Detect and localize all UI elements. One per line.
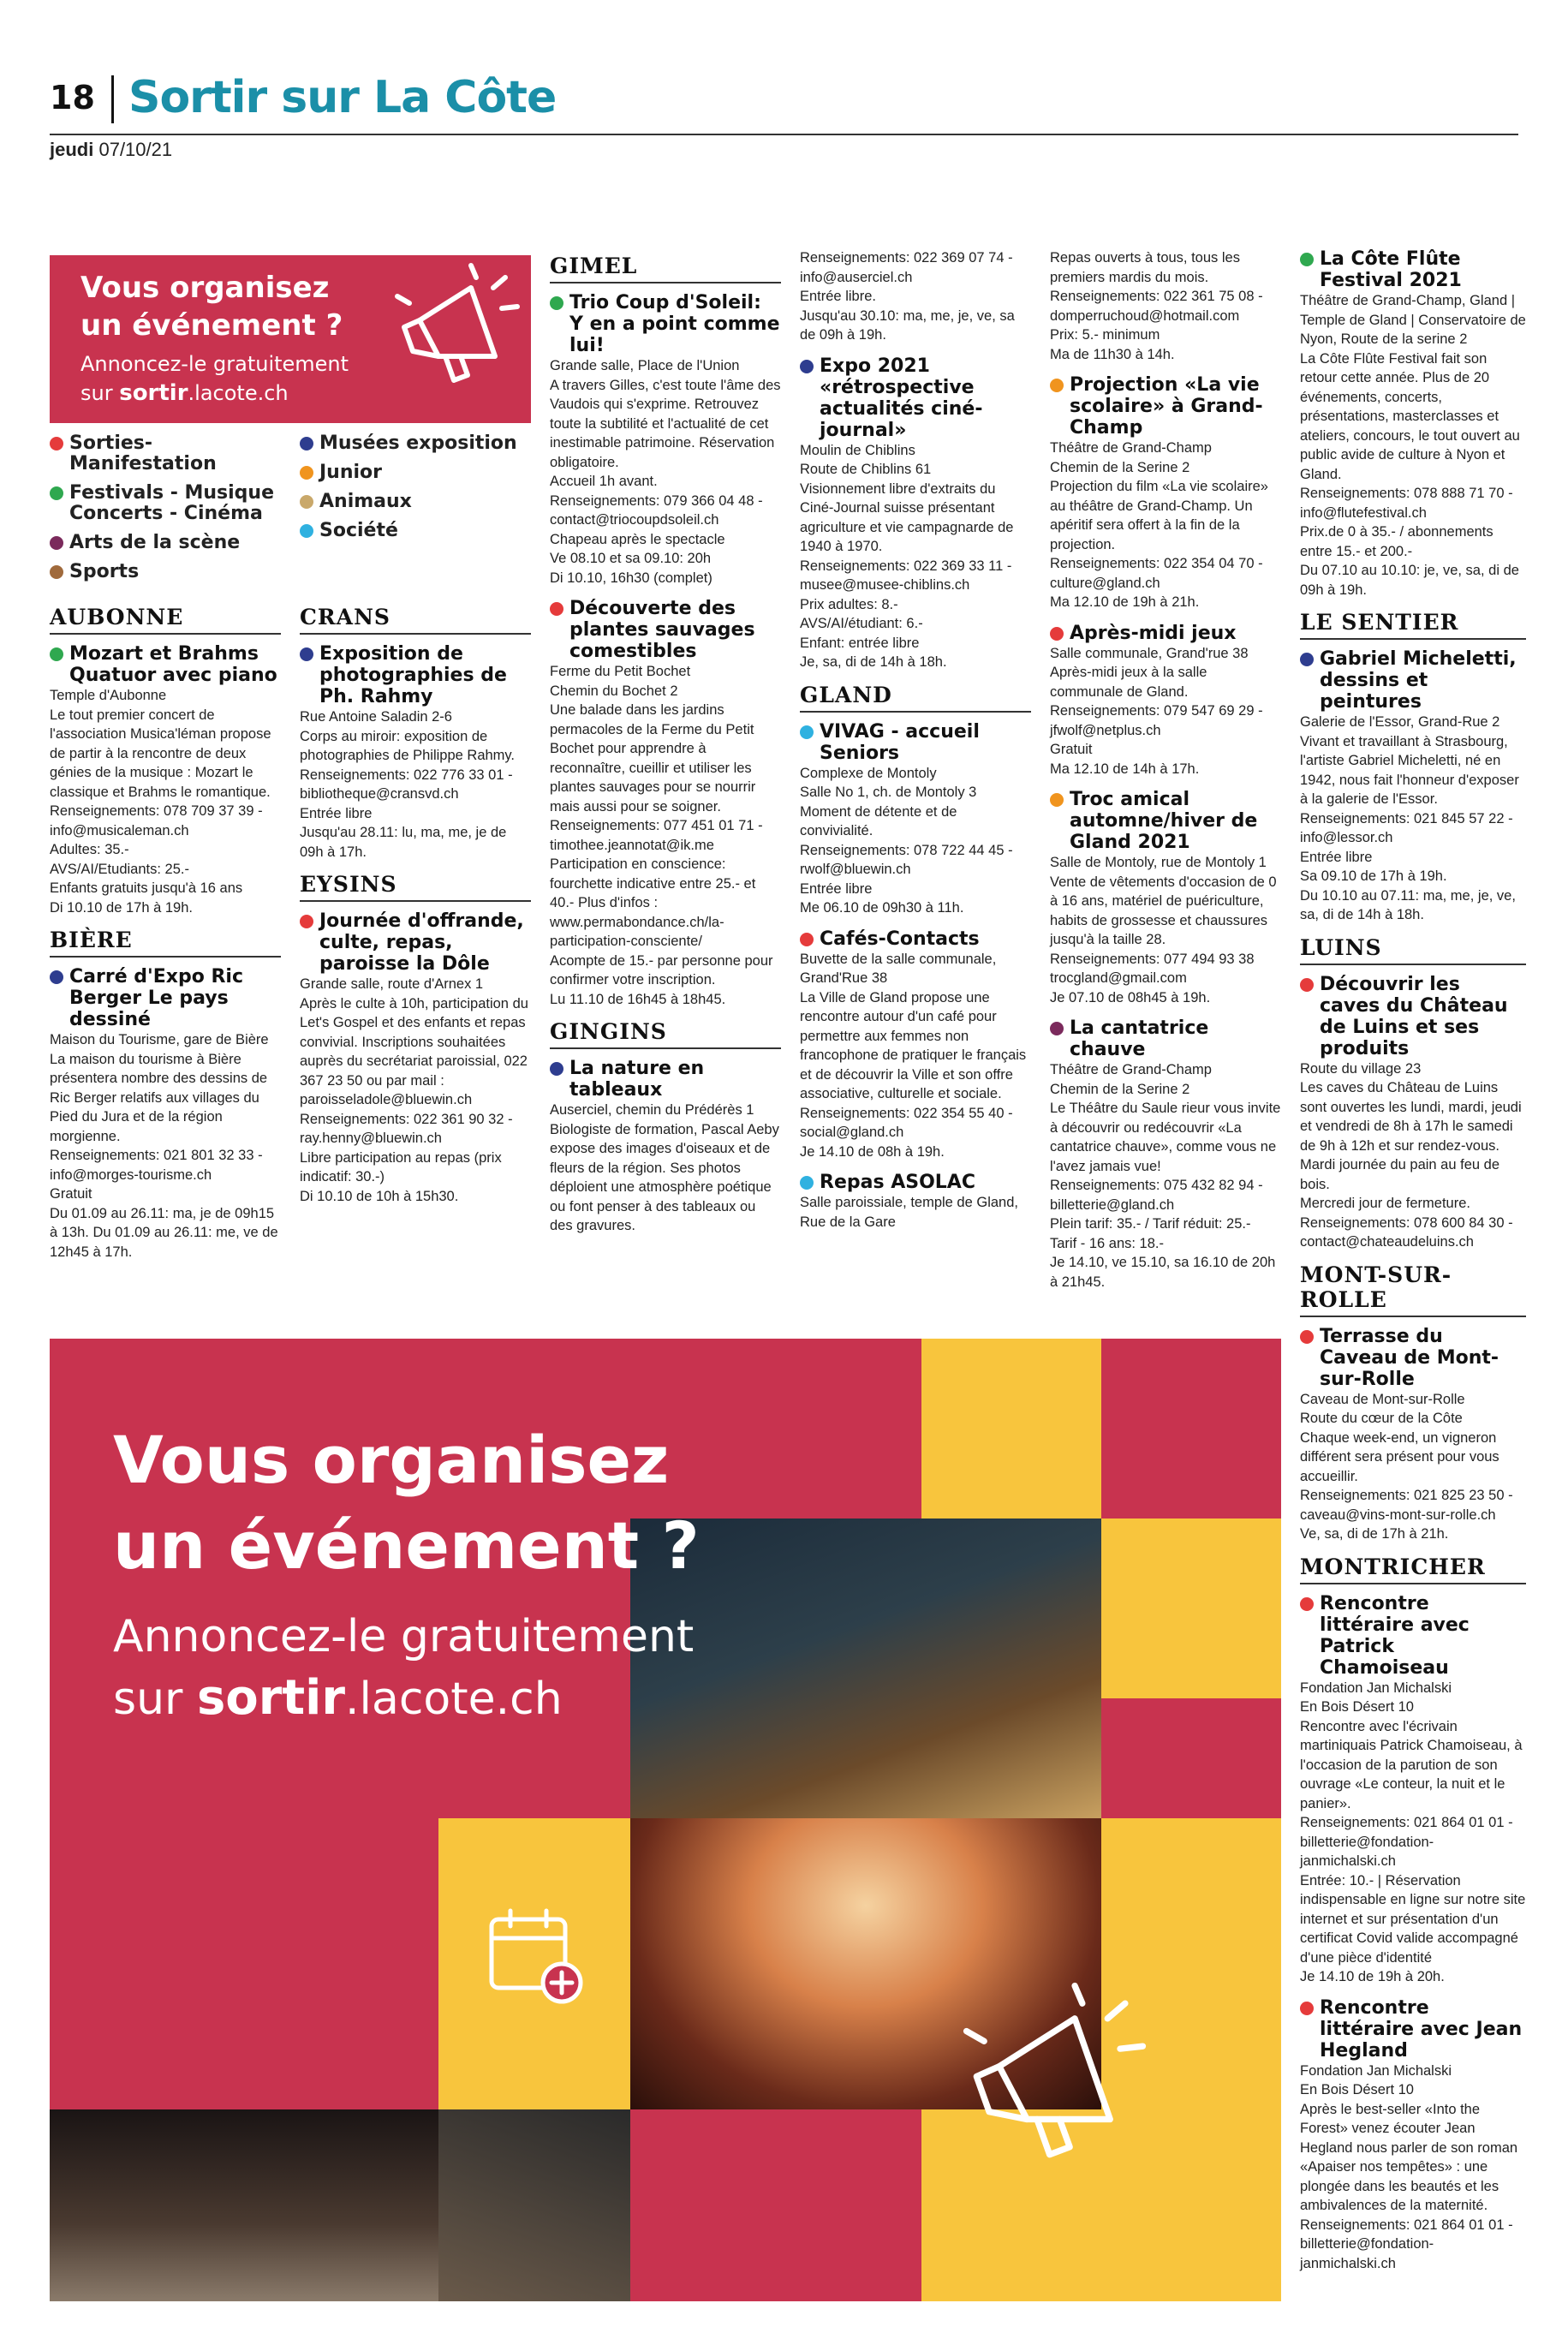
promo-small-subtitle [80,349,349,408]
header-divider [111,75,114,123]
category-dot [1050,627,1064,641]
event-listing [1050,374,1281,612]
event-title-text: Repas ASOLAC [820,1172,975,1193]
event-title-text: La nature en tableaux [569,1058,705,1101]
page-number: 18 [50,79,95,116]
event-body: Temple d'Aubonne Le tout premier concert de l'association Musica'léman propose de partir à la rencontre de deux génies de la musique : Mozart le classique et Brahms le romantique. Renseignements: 078 709 37 39 - info@musicaleman.ch Adultes: 35.- AVS/AI/Etudiants: 25.- Enfants gratuits jusqu'à 16 ans Di 10.10 de 17h à 19h. [50,688,271,916]
category-dot [800,933,814,946]
category-dot [300,647,313,661]
issue-date [50,139,172,161]
event-title [550,598,781,662]
category-dot [1300,978,1314,992]
section-heading: BIÈRE [50,928,281,958]
event-body: Maison du Tourisme, gare de Bière La maison du tourisme à Bière présentera nombre des dessins de Ric Berger relatifs aux villages du Pied du Jura et de la région morgienne. Renseignements: 021 801 32 33 - info@morges-tourisme.ch Gratuit Du 01.09 au 26.11: ma, je de 09h15 à 13h. Du 01.09 au 26.11: me, ve de 12h45 à 17h. [50,1032,278,1260]
legend-item [50,533,289,553]
event-listing [1300,1997,1526,2274]
promo-large-sub-line2 [113,1668,694,1730]
event-body: Grande salle, Place de l'Union A travers Gilles, c'est toute l'âme des Vaudois qui s'exprime. Retrouvez toute la subtilité et l'actualité de cet inestimable patrimoine. Réservation obligatoire. Accueil 1h avant. Renseignements: 079 366 04 48 - contact@triocoupdsoleil.ch Chapeau après le spectacle Ve 08.10 et sa 09.10: 20h Di 10.10, 16h30 (complet) [550,358,781,586]
event-title [550,292,781,356]
legend-item [50,562,289,582]
legend-item [50,433,289,474]
column-4 [800,248,1031,1242]
legend-dot [300,495,313,509]
section-heading: GIMEL [550,254,781,283]
event-title-text: La cantatrice chauve [1070,1017,1209,1060]
event-listing [50,643,281,917]
event-listing [50,966,281,1262]
event-title-text: Expo 2021 «rétrospective actualités ciné-journal» [820,355,983,441]
category-dot [50,647,63,661]
promo-banner-large[interactable] [50,1339,1281,2301]
event-title-text: Gabriel Micheletti, dessins et peintures [1320,648,1517,713]
event-title-text: Découverte des plantes sauvages comestibles [569,598,755,662]
column-3 [550,245,781,1246]
calendar-plus-icon [483,1904,586,2007]
column-5 [1050,248,1281,1302]
event-body: Renseignements: 022 369 07 74 - info@auserciel.ch Entrée libre. Jusqu'au 30.10: ma, me, je, ve, sa de 09h à 19h. [800,250,1015,343]
section-heading: MONTRICHER [1300,1554,1526,1584]
legend-dot [300,437,313,450]
event-body: Buvette de la salle communale, Grand'Rue 38 La Ville de Gland propose une rencontre autour d'un café pour permettre aux femmes non francophone de pratiquer le français et de découvrir la Ville et son offre associative, culturelle et sociale. Renseignements: 022 354 55 40 - social@gland.ch Je 14.10 de 08h à 19h. [800,951,1027,1160]
photo-orchestra-2 [438,2109,630,2301]
promo-small-brand: sortir [119,380,188,406]
event-listing [800,721,1031,918]
event-title [800,928,1031,950]
event-title [1300,648,1526,713]
category-dot [1050,793,1064,807]
event-title [1300,1997,1526,2061]
section-heading: LUINS [1300,935,1526,965]
category-dot [800,725,814,739]
category-dot [1300,653,1314,666]
event-listing [800,1172,1031,1232]
event-title [1300,248,1526,291]
section-heading: GLAND [800,683,1031,713]
event-listing [1300,248,1526,600]
legend-column-2 [300,433,540,550]
event-title [550,1058,781,1101]
issue-date-value: 07/10/21 [98,139,173,160]
event-title-text: Terrasse du Caveau de Mont-sur-Rolle [1320,1325,1499,1390]
legend-dot [300,524,313,538]
section-heading: EYSINS [300,872,531,902]
photo-orchestra [50,2109,438,2301]
category-dot [1300,1330,1314,1344]
section-heading: GINGINS [550,1019,781,1049]
legend-dot [50,486,63,500]
event-listing [550,292,781,588]
event-body: Théâtre de Grand-Champ, Gland | Temple de Gland | Conservatoire de Nyon, Route de la serine 2 La Côte Flûte Festival fait son retour cette année. Plus de 20 événements, concerts, présentations, masterclasses et ateliers, concours, le tout ouvert au public avide de culture à Nyon et Gland. Renseignements: 078 888 71 70 - info@flutefestival.ch Prix.de 0 à 35.- / abonnements entre 15.- et 200.- Du 07.10 au 10.10: je, ve, sa, di de 09h à 19h. [1300,293,1526,598]
legend-label: Musées exposition [319,433,517,454]
event-title-text: Journée d'offrande, culte, repas, paroisse la Dôle [319,910,524,975]
event-title-text: Carré d'Expo Ric Berger Le pays dessiné [69,966,244,1030]
event-title [800,355,1031,441]
event-listing [1300,1593,1526,1987]
event-title [800,1172,1031,1193]
legend-dot [50,565,63,579]
event-title [50,966,281,1030]
event-title-text: Mozart et Brahms Quatuor avec piano [69,643,277,686]
event-body: Salle paroissiale, temple de Gland, Rue de la Gare [800,1195,1018,1230]
category-dot [550,1062,563,1076]
event-listing [1300,974,1526,1252]
event-listing [1300,1326,1526,1544]
event-body: Salle de Montoly, rue de Montoly 1 Vente de vêtements d'occasion de 0 à 16 ans, matériel de puériculture, habits de grossesse et chaussures jusqu'à la taille 28. Renseignements: 077 494 93 38 trocgland@gmail.com Je 07.10 de 08h45 à 19h. [1050,855,1277,1005]
legend-dot [300,466,313,480]
promo-banner-small[interactable] [50,255,531,423]
promo-small-sub-line1: Annoncez-le gratuitement [80,352,349,376]
column-2 [300,596,531,1216]
section-heading: MONT-SUR-ROLLE [1300,1262,1526,1317]
event-body: Fondation Jan Michalski En Bois Désert 10 Rencontre avec l'écrivain martiniquais Patrick Chamoiseau, à l'occasion de la parution de son ouvrage «Le conteur, la nuit et le panier». Renseignements: 021 864 01 01 - billetterie@fondation-janmichalski.ch Entrée: 10.- | Réservation indispensable en ligne sur notre site internet et sur présentation d'un certificat Covid valide accompagné d'une pièce d'identité Je 14.10 de 19h à 20h. [1300,1680,1526,1984]
event-body: Théâtre de Grand-Champ Chemin de la Serine 2 Projection du film «La vie scolaire» au théâtre de Grand-Champ. Un apéritif sera offert à la fin de la projection. Renseignements: 022 354 04 70 - culture@gland.ch Ma 12.10 de 19h à 21h. [1050,440,1268,610]
event-body: Route du village 23 Les caves du Château de Luins sont ouvertes les lundi, mardi, jeudi et vendredi de 8h à 17h le samedi de 9h à 12h et sur rendez-vous. Mardi journée du pain au feu de bois. Mercredi jour de fermeture. Renseignements: 078 600 84 30 - contact@chateaudeluins.ch [1300,1060,1522,1250]
page-header [50,69,1518,135]
category-dot [1300,1597,1314,1611]
event-title-text: Rencontre littéraire avec Jean Hegland [1320,1996,1523,2061]
megaphone-icon [385,262,531,391]
event-body: Grande salle, route d'Arnex 1 Après le culte à 10h, participation du Let's Gospel et des enfants et repas convivial. Inscriptions souhaitées auprès du secrétariat paroissial, 022 367 23 50 ou par mail : paroisseladole@bluewin.ch Renseignements: 022 361 90 32 - ray.henny@bluewin.ch Libre participation au repas (prix indicatif: 30.-) Di 10.10 de 10h à 15h30. [300,976,528,1204]
event-listing [300,910,531,1206]
legend-label: Animaux [319,491,412,512]
event-title [1050,789,1281,853]
event-listing [550,1058,781,1236]
legend-label: Société [319,520,398,541]
event-title-text: VIVAG - accueil Seniors [820,720,980,764]
event-body: Rue Antoine Saladin 2-6 Corps au miroir: exposition de photographies de Philippe Rahmy. Renseignements: 022 776 33 01 - bibliotheque@cransvd.ch Entrée libre Jusqu'au 28.11: lu, ma, me, je de 09h à 17h. [300,709,516,860]
category-dot [800,1176,814,1190]
category-dot [1300,2002,1314,2015]
legend-label: Sports [69,561,140,582]
legend-label: Sorties-Manifestation [69,433,217,474]
legend-item [300,433,540,454]
promo-small-sub-line2 [80,379,349,408]
event-listing [800,928,1031,1162]
legend-column-1 [50,433,289,591]
category-dot [1300,253,1314,266]
event-body: Moulin de Chiblins Route de Chiblins 61 Visionnement libre d'extraits du Ciné-Journal suisse présentant agriculture et vie campagnarde de 1940 à 1970. Renseignements: 022 369 33 11 - musee@musee-chiblins.ch Prix adultes: 8.- AVS/AI/étudiant: 6.- Enfant: entrée libre Je, sa, di de 14h à 18h. [800,442,1014,670]
category-dot [1050,379,1064,392]
yellow-block [921,1339,1101,1519]
category-dot [300,915,313,928]
legend-item [300,462,540,483]
event-listing [300,643,531,862]
section-heading: LE SENTIER [1300,610,1526,640]
event-title [1300,1326,1526,1390]
column-6 [1300,248,1526,2283]
category-dot [550,296,563,310]
event-body: Repas ouverts à tous, tous les premiers mardis du mois. Renseignements: 022 361 75 08 - domperruchoud@hotmail.com Prix: 5.- minimum Ma de 11h30 à 14h. [1050,250,1263,362]
event-listing [1050,623,1281,779]
event-title-text: Exposition de photographies de Ph. Rahmy [319,643,507,707]
event-title [50,643,281,686]
event-body: Galerie de l'Essor, Grand-Rue 2 Vivant et travaillant à Strasbourg, l'artiste Gabriel Micheletti, né en 1942, nous fait l'honneur d'exposer à la galerie de l'Essor. Renseignements: 021 845 57 22 - info@lessor.ch Entrée libre Sa 09.10 de 17h à 19h. Du 10.10 au 07.11: ma, me, je, ve, sa, di de 14h à 18h. [1300,714,1519,922]
event-title [1050,623,1281,644]
promo-large-subtitle [113,1606,694,1730]
category-dot [1050,1022,1064,1035]
event-listing [800,355,1031,672]
category-dot [550,602,563,616]
event-body: Fondation Jan Michalski En Bois Désert 10 Après le best-seller «Into the Forest» venez écouter Jean Hegland nous parler de son roman «Apaiser nos tempêtes» : une plongée dans les beautés et les ambivalences de la maternité. Renseignements: 021 864 01 01 - billetterie@fondation-janmichalski.ch [1300,2062,1518,2271]
section-heading: CRANS [300,605,531,635]
promo-small-domain: .lacote.ch [188,381,289,405]
page-title: Sortir sur La Côte [128,72,557,123]
promo-large-sub-prefix: sur [113,1674,197,1725]
legend-item [300,521,540,541]
event-body: Caveau de Mont-sur-Rolle Route du cœur de la Côte Chaque week-end, un vigneron différent sera présent pour vous accueillir. Renseignements: 021 825 23 50 - caveau@vins-mont-sur-rolle.ch Ve, sa, di de 17h à 21h. [1300,1391,1513,1542]
promo-large-domain: .lacote.ch [344,1674,563,1725]
event-listing [1300,648,1526,925]
event-title [1300,1593,1526,1679]
event-title-text: Troc amical automne/hiver de Gland 2021 [1070,789,1258,853]
promo-large-title [113,1417,700,1589]
yellow-block [1101,1519,1281,1698]
category-dot [50,970,63,984]
event-listing [1050,1017,1281,1292]
event-title-text: Rencontre littéraire avec Patrick Chamoiseau [1320,1592,1470,1679]
legend-label: Festivals - Musique Concerts - Cinéma [69,482,275,524]
event-body: Auserciel, chemin du Prédérès 1 Biologiste de formation, Pascal Aeby expose des images d'oiseaux et de fleurs de la région. Ses photos déploient une atmosphère poétique ou font penser à des tableaux ou des gravures. [550,1102,779,1233]
event-title-text: Projection «La vie scolaire» à Grand-Champ [1070,374,1263,439]
event-listing [1050,248,1281,364]
column-1 [50,596,281,1272]
promo-large-title-line2: un événement ? [113,1507,700,1584]
event-title-text: Après-midi jeux [1070,622,1237,644]
event-title [1050,374,1281,439]
event-title [300,643,531,707]
legend-item [50,483,289,524]
event-listing [800,248,1031,345]
megaphone-icon [949,1972,1163,2178]
event-title-text: La Côte Flûte Festival 2021 [1320,248,1462,291]
event-listing [550,598,781,1009]
promo-small-sub-prefix: sur [80,381,120,405]
legend-dot [50,536,63,550]
legend-item [300,492,540,512]
category-dot [800,360,814,373]
photo-theatre-stage [630,1519,1101,1818]
promo-large-sub-line1: Annoncez-le gratuitement [113,1611,695,1662]
legend-dot [50,437,63,450]
event-title [1050,1017,1281,1060]
event-title [800,721,1031,764]
legend-label: Arts de la scène [69,532,241,553]
event-title-text: Découvrir les caves du Château de Luins et ses produits [1320,973,1508,1059]
promo-large-title-line1: Vous organisez [113,1422,670,1498]
event-body: Théâtre de Grand-Champ Chemin de la Serine 2 Le Théâtre du Saule rieur vous invite à découvrir ou redécouvrir «La cantatrice chauve», comme vous ne l'avez jamais vue! Renseignements: 075 432 82 94 - billetterie@gland.ch Plein tarif: 35.- / Tarif réduit: 25.- Tarif - 16 ans: 18.- Je 14.10, ve 15.10, sa 16.10 de 20h à 21h45. [1050,1062,1281,1290]
legend-label: Junior [319,462,383,483]
promo-large-brand: sortir [196,1670,345,1726]
section-heading: AUBONNE [50,605,281,635]
event-title-text: Cafés-Contacts [820,928,980,950]
event-listing [1050,789,1281,1007]
issue-day: jeudi [50,139,94,160]
event-body: Salle communale, Grand'rue 38 Après-midi jeux à la salle communale de Gland. Renseignements: 079 547 69 29 - jfwolf@netplus.ch Gratuit Ma 12.10 de 14h à 17h. [1050,645,1263,777]
promo-small-title: Vous organisez un événement ? [80,271,343,343]
event-title [300,910,531,975]
event-body: Ferme du Petit Bochet Chemin du Bochet 2 Une balade dans les jardins permacoles de la Ferme du Petit Bochet pour apprendre à reconnaître, cueillir et utiliser les plantes sauvages pour se nourrir mais aussi pour se soigner. Renseignements: 077 451 01 71 - timothee.jeannotat@ik.me Participation en conscience: fourchette indicative entre 25.- et 40.- Plus d'infos : www.permabondance.ch/la-participation-consciente/ Acompte de 15.- par personne pour confirmer votre inscription. Lu 11.10 de 16h45 à 18h45. [550,664,773,1007]
event-title [1300,974,1526,1059]
event-body: Complexe de Montoly Salle No 1, ch. de Montoly 3 Moment de détente et de convivialité. Renseignements: 078 722 44 45 - rwolf@bluewin.ch Entrée libre Me 06.10 de 09h30 à 11h. [800,765,1013,916]
event-title-text: Trio Coup d'Soleil: Y en a point comme lui! [569,292,780,356]
